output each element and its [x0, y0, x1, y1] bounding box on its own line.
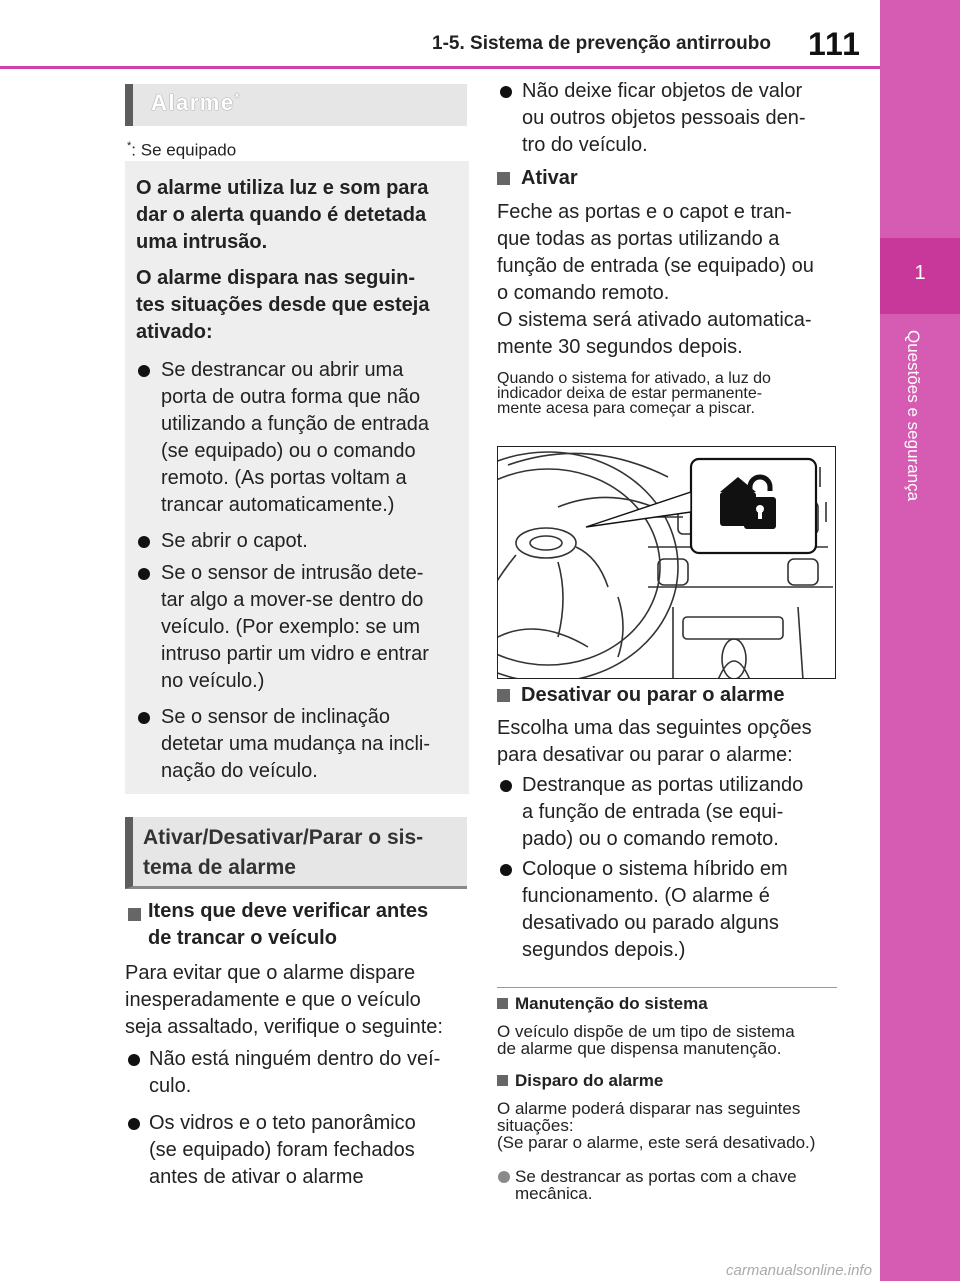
running-header: 1-5. Sistema de prevenção antirroubo: [432, 33, 771, 54]
dashboard-illustration: [497, 446, 836, 679]
page-number: 111: [808, 26, 861, 62]
square-bullet-icon: [497, 689, 510, 702]
intro-paragraph-1: O alarme utiliza luz e som para dar o alerta quando é detetada uma intrusão.: [136, 177, 429, 253]
disparo-bullet: Se destrancar as portas com a chave mecânica.: [515, 1167, 797, 1203]
bullet-icon: [498, 1171, 510, 1183]
disparo-heading: Disparo do alarme: [515, 1071, 664, 1090]
square-bullet-icon: [497, 998, 508, 1009]
bullet-icon: [128, 1118, 140, 1130]
ativar-body: Feche as portas e o capot e tran- que todas as portas utilizando a função de entrada (se equipado) ou o comando remoto. O sistema será ativado automatica- mente 30 segundos depois.: [497, 201, 814, 358]
bullet-icon: [500, 780, 512, 792]
bullet-icon: [500, 86, 512, 98]
header-rule: [0, 66, 880, 69]
list-item: Os vidros e o teto panorâmico (se equipado) foram fechados antes de ativar o alarme: [149, 1112, 416, 1188]
alarme-heading: [125, 84, 467, 126]
alarme-title: Alarme*: [151, 90, 241, 115]
bullet-icon: [138, 568, 150, 580]
square-bullet-icon: [128, 908, 141, 921]
bullet-icon: [138, 712, 150, 724]
manutencao-body: O veículo dispõe de um tipo de sistema de alarme que dispensa manutenção.: [497, 1022, 795, 1058]
watermark: carmanualsonline.info: [726, 1262, 872, 1279]
list-item: Se o sensor de inclinação detetar uma mudança na incli- nação do veículo.: [161, 706, 431, 782]
desativar-heading: Desativar ou parar o alarme: [521, 684, 785, 706]
dashboard-drawing: [498, 447, 836, 679]
ativar-note: Quando o sistema for ativado, a luz do indicador deixa de estar permanente- mente acesa para começar a piscar.: [497, 370, 771, 417]
intro-paragraph-2: O alarme dispara nas seguin- tes situações desde que esteja ativado:: [136, 267, 430, 343]
list-item: Coloque o sistema híbrido em funcionamento. (O alarme é desativado ou parado alguns segundos depois.): [522, 858, 788, 961]
check-body: Para evitar que o alarme dispare inesperadamente e que o veículo seja assaltado, verifique o seguinte:: [125, 962, 443, 1038]
square-bullet-icon: [497, 172, 510, 185]
square-bullet-icon: [497, 1075, 508, 1086]
divider: [497, 987, 837, 988]
list-item: Se destrancar ou abrir uma porta de outra forma que não utilizando a função de entrada (se equipado) ou o comando remoto. (As portas voltam a trancar automaticamente.): [161, 359, 429, 516]
footnote: *: Se equipado: [127, 140, 237, 160]
manutencao-heading: Manutenção do sistema: [515, 994, 708, 1013]
list-item: Se abrir o capot.: [161, 530, 308, 552]
list-item: Destranque as portas utilizando a função de entrada (se equi- pado) ou o comando remoto.: [522, 774, 804, 850]
chapter-label: Questões e segurança: [904, 330, 923, 502]
desativar-body: Escolha uma das seguintes opções para desativar ou parar o alarme:: [497, 717, 812, 766]
check-heading: Itens que deve verificar antes de trancar o veículo: [148, 900, 429, 949]
list-item: Não está ninguém dentro do veí- culo.: [149, 1048, 441, 1097]
disparo-body: O alarme poderá disparar nas seguintes situações: (Se parar o alarme, este será desativado.): [497, 1099, 816, 1152]
section-heading: [125, 817, 467, 889]
bullet-icon: [500, 864, 512, 876]
ativar-heading: Ativar: [521, 167, 578, 189]
chapter-side-band: [880, 0, 960, 1281]
section-title: Ativar/Desativar/Parar o sis- tema de alarme: [143, 826, 424, 879]
bullet-icon: [128, 1054, 140, 1066]
bullet-icon: [138, 365, 150, 377]
bullet-icon: [138, 536, 150, 548]
list-item: Se o sensor de intrusão dete- tar algo a mover-se dentro do veículo. (Por exemplo: se um intruso partir um vidro e entrar no veículo.): [161, 562, 429, 692]
list-item: Não deixe ficar objetos de valor ou outros objetos pessoais den- tro do veículo.: [522, 80, 806, 156]
chapter-number: 1: [914, 262, 926, 284]
